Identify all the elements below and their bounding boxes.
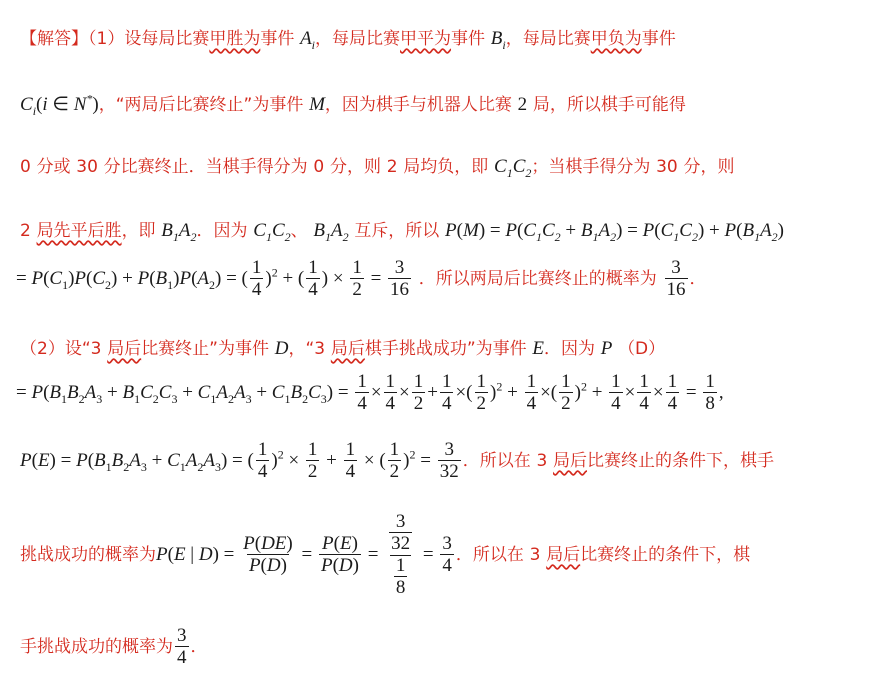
text: 手挑战成功的概率为 bbox=[20, 636, 173, 657]
underlined-text: 局先平后胜 bbox=[36, 221, 122, 241]
underlined-text: 甲平为 bbox=[400, 29, 452, 49]
line-8 bbox=[20, 440, 879, 483]
text: ，“两局后比赛终止”为事件 bbox=[98, 95, 304, 115]
text: （2）设“3 bbox=[20, 339, 102, 359]
line-10 bbox=[20, 626, 879, 669]
underlined-text: 局后 bbox=[553, 450, 588, 471]
text: （1）设每局比赛 bbox=[88, 29, 210, 49]
underlined-text: 甲胜为 bbox=[209, 29, 261, 49]
underlined-text: 甲负为 bbox=[590, 29, 642, 49]
math-C1C2-b: $C_1C_2$ bbox=[253, 220, 291, 244]
math-M: M bbox=[309, 94, 325, 115]
number: 2 bbox=[517, 94, 528, 115]
text: ． bbox=[689, 268, 707, 289]
math-Bi: $B_i$ bbox=[490, 28, 506, 52]
text: ，因为棋手与机器人比赛 bbox=[324, 95, 512, 115]
math-Ai: $A_i$ bbox=[300, 28, 316, 52]
line-3 bbox=[20, 152, 879, 181]
text: ． bbox=[190, 636, 208, 657]
line-6 bbox=[20, 334, 879, 360]
text: 挑战成功的概率为 bbox=[20, 544, 156, 565]
text: 互斥，所以 bbox=[354, 221, 440, 241]
underlined-text: 局后 bbox=[546, 544, 581, 565]
number: 30 bbox=[656, 157, 678, 177]
math-Ci: $C_i(i$ ∈ N*) bbox=[20, 91, 99, 118]
text: 比赛终止”为事件 bbox=[141, 339, 269, 359]
number: 3 bbox=[536, 450, 548, 471]
number: 0 bbox=[20, 157, 31, 177]
line-2 bbox=[20, 90, 879, 119]
math-B1A2-b: $B_1A_2$ bbox=[313, 220, 349, 244]
text: 分，则 bbox=[683, 157, 735, 177]
text: ．所以两局后比赛终止的概率为 bbox=[418, 268, 657, 289]
text: ，每局比赛 bbox=[315, 29, 401, 49]
line-1 bbox=[20, 24, 879, 53]
math-PD: = $P(B_1B_2A_3 + B_1C_2C_3 + C_1A_2A_3 + C_1B_2C_3)$ = $\frac{1}{4}$ × $\frac{1}{4}$ × $\frac{1}{2}$ + $\frac{1}{4}$ ×( $\frac{1}{2}$ )$^2$ + $\frac{1}{4}$ ×( $\frac{1}{2}$ )$^2$ + $\frac{1}{4}$ × $\frac{1}{4}$ × $\frac{1}{4}$ = $\frac{1}{8}$ , bbox=[16, 371, 724, 414]
text: 分或 bbox=[36, 157, 71, 177]
math-D: D bbox=[274, 338, 289, 359]
text: 分比赛终止．当棋手得分为 bbox=[103, 157, 308, 177]
text: （D） bbox=[618, 339, 666, 359]
text: 局，所以棋手可能得 bbox=[532, 95, 686, 115]
line-7 bbox=[16, 372, 879, 415]
number: 2 bbox=[20, 221, 31, 241]
number: 2 bbox=[386, 157, 398, 177]
math-E: E bbox=[532, 338, 544, 359]
text: ．所以在 bbox=[462, 450, 531, 471]
number: 3 bbox=[529, 544, 541, 565]
number: 0 bbox=[313, 157, 325, 177]
text: 事件 bbox=[260, 29, 295, 49]
math-B1A2: $B_1A_2$ bbox=[161, 220, 197, 244]
math-P: P bbox=[600, 338, 613, 359]
math-C1C2: $C_1C_2$ bbox=[494, 156, 532, 180]
number: 30 bbox=[76, 157, 98, 177]
math-PM-result: = $P(C_1)P(C_2) + P(B_1)P(A_2)$ = ( $\frac{1}{4}$ )$^2$ + ( $\frac{1}{4}$ ) × $\frac{1}{2}$ = $\frac{3}{16}$ bbox=[16, 257, 410, 300]
text: ，每局比赛 bbox=[505, 29, 591, 49]
text: 事件 bbox=[641, 29, 676, 49]
text: 事件 bbox=[451, 29, 486, 49]
math-PE: $P(E) = P(B_1B_2A_3 + C_1A_2A_3)$ = ( $\frac{1}{4}$ )$^2$ × $\frac{1}{2}$ + $\frac{1}{4}$ × ( $\frac{1}{2}$ )$^2$ = $\frac{3}{32}$ bbox=[20, 439, 459, 482]
line-9 bbox=[20, 512, 879, 599]
text: ，即 bbox=[121, 221, 156, 241]
math-frac-3-4: $\frac{3}{4}$ bbox=[177, 625, 187, 668]
text: ．所以在 bbox=[455, 544, 524, 565]
text: 棋手挑战成功”为事件 bbox=[364, 339, 527, 359]
underlined-text: 局后 bbox=[107, 339, 142, 359]
text: 局均负，即 bbox=[403, 157, 489, 177]
answer-heading: 【解答】 bbox=[20, 29, 88, 49]
line-4 bbox=[20, 216, 879, 245]
text: ．因为 bbox=[543, 339, 595, 359]
underlined-text: 局后 bbox=[330, 339, 365, 359]
text: 、 bbox=[290, 221, 308, 241]
text: 比赛终止的条件下，棋 bbox=[580, 544, 751, 565]
text: ，“3 bbox=[288, 339, 326, 359]
math-conditional: P(E | D) = $\frac{P(DE)}{P(D)}$ = $\frac{P(E)}{P(D)}$ = $\frac{\frac{3}{32}}{\frac{1}{8}}$ = $\frac{3}{4}$ bbox=[156, 511, 452, 598]
line-5 bbox=[16, 258, 879, 301]
math-frac-3-16: $\frac{3}{16}$ bbox=[666, 257, 686, 300]
text: ；当棋手得分为 bbox=[531, 157, 651, 177]
text: 比赛终止的条件下，棋手 bbox=[587, 450, 775, 471]
text: 分，则 bbox=[329, 157, 381, 177]
text: ．因为 bbox=[196, 221, 248, 241]
math-PM-expansion: $P(M) = P(C_1C_2 + B_1A_2) = P(C_1C_2) + P(B_1A_2)$ bbox=[445, 220, 784, 244]
